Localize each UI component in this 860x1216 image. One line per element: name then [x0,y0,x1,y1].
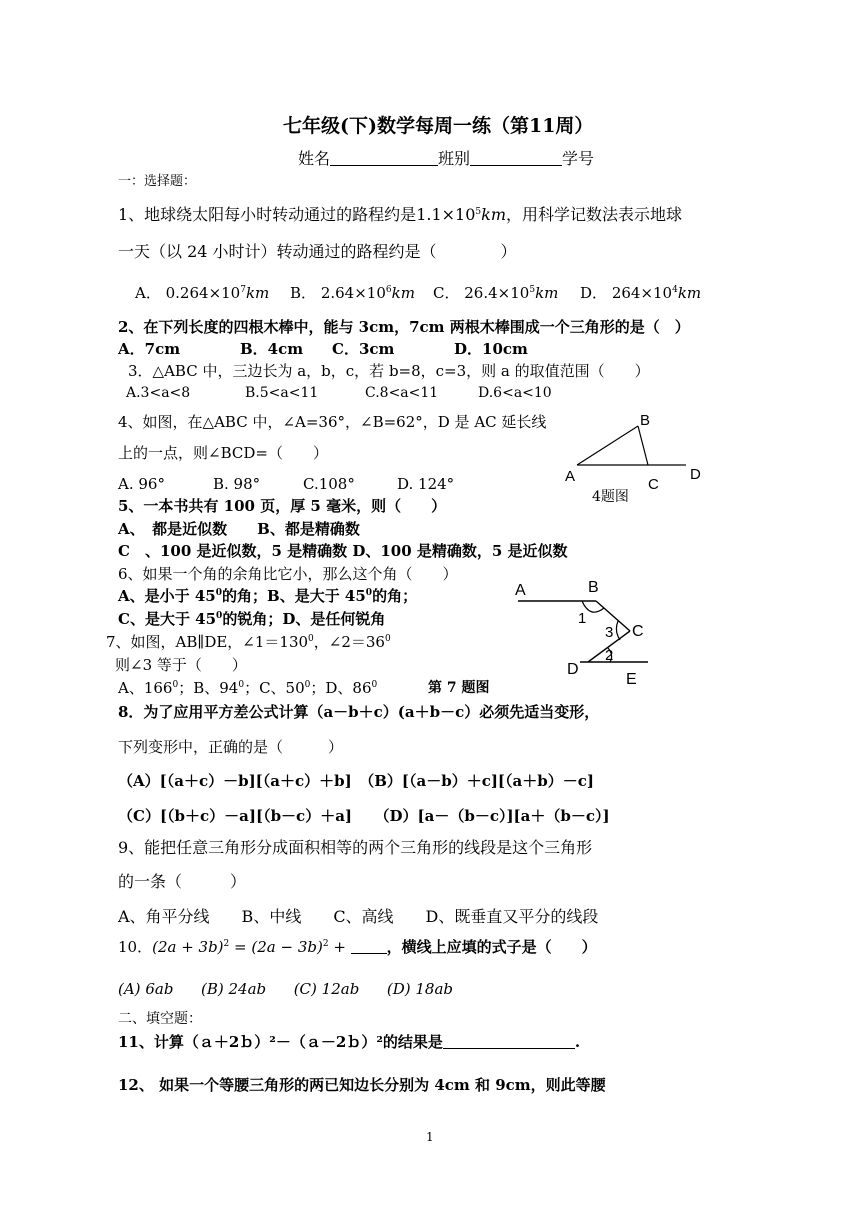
q9-line2: 的一条（ ） [118,872,247,891]
q4-line2: 上的一点，则∠BCD=（ ） [118,444,328,462]
q8-line1: 8．为了应用平方差公式计算（a－b＋c）(a＋b－c）必须先适当变形， [118,703,600,721]
page-title: 七年级(下)数学每周一练（第11周） [283,115,594,137]
section-fill-heading: 二、填空题： [118,1011,202,1027]
q7-label-b: B [588,579,599,596]
q7-options: A、$166^0$；B、$94^0$；C、$50^0$；D、$86^0$ [118,679,378,697]
q7-caption: 第 7 题图 [428,680,490,696]
q4-option-d: D. 124° [397,475,455,493]
page-number: 1 [426,1130,434,1144]
q4-label-a: A [565,468,576,485]
q2-option-c: C．3cm [332,340,395,358]
section-choice-heading: 一：选择题： [118,174,197,189]
q8-options-cd: （C）[（b＋c）－a][（b－c）＋a] （D）[a－（b－c）][a＋（b－c）] [118,807,610,825]
q4-label-d: D [690,466,701,483]
name-label: 姓名 [298,149,331,168]
q1-line2: 一天（以 24 小时计）转动通过的路程约是（ ） [118,242,517,261]
q9-line1: 9、能把任意三角形分成面积相等的两个三角形的线段是这个三角形 [118,838,593,857]
q7-line2: 则∠3 等于（ ） [115,656,247,674]
q7-label-c: C [632,623,644,640]
q1-option-a: A． $0.264\times 10^7km$ [135,284,270,302]
q7-label-d: D [567,661,579,678]
q4-label-c: C [648,476,659,493]
q9-options: A、角平分线 B、中线 C、高线 D、既垂直又平分的线段 [118,907,599,926]
q8-options-ab: （A）[（a＋c）－b][（a＋c）＋b] （B）[（a－b）＋c][（a＋b）－c] [118,772,594,790]
q4-option-a: A. 96° [118,475,165,493]
q5-options-ab: A、 都是近似数 B、都是精确数 [118,520,360,538]
q3-option-c: C.8<a<11 [365,385,439,401]
q5-options-cd: C 、100 是近似数，5 是精确数 D、100 是精确数，5 是近似数 [118,542,568,560]
q2-option-d: D．10cm [454,340,528,358]
q4-option-b: B. 98° [213,475,261,493]
q1-line1: 1、地球绕太阳每小时转动通过的路程约是$1.1\times 10^5km$，用科学记数法表示地球 [118,205,683,224]
q4-triangle-figure [560,408,710,508]
q7-angle-3: 3 [605,624,614,641]
q10-blank[interactable] [351,939,387,954]
student-info-line [298,150,594,168]
q7-line1: 7、如图，AB∥DE，$\angle 1=130^0$，$\angle 2=36^0$ [106,633,391,651]
q3-option-d: D.6<a<10 [478,385,552,401]
q6-stem: 6、如果一个角的余角比它小，那么这个角（ ） [118,565,458,583]
q4-option-c: C.108° [303,475,355,493]
q4-caption: 4题图 [592,489,629,505]
q2-stem: 2、在下列长度的四根木棒中，能与 3cm，7cm 两根木棒围成一个三角形的是（ ） [118,318,690,336]
q3-option-b: B.5<a<11 [245,385,319,401]
q8-line2: 下列变形中，正确的是（ ） [118,738,344,756]
name-blank[interactable] [330,151,438,166]
class-blank[interactable] [470,151,562,166]
q5-stem: 5、一本书共有 100 页，厚 5 毫米，则（ ） [118,497,447,515]
q11-stem: 11、计算（ａ＋2ｂ）²－（ａ－2ｂ）²的结果是 . [118,1033,581,1051]
q10-options: (A) 6ab (B) 24ab (C) 12ab (D) 18ab [118,980,454,998]
q3-option-a: A.3<a<8 [126,385,191,401]
id-label: 学号 [562,149,595,168]
q7-angle-1: 1 [578,610,587,627]
q4-line1: 4、如图，在△ABC 中，∠A=36°，∠B=62°，D 是 AC 延长线 [118,413,547,431]
q7-angle-2: 2 [605,647,614,664]
q6-options-ab: A、是小于 $45^0$的角；B、是大于 $45^0$的角； [118,587,418,605]
q12-stem: 12、 如果一个等腰三角形的两已知边长分别为 4cm 和 9cm，则此等腰 [118,1076,606,1094]
q1-option-b: B． $2.64\times 10^6km$ [290,284,415,302]
q1-option-d: D． $264\times 10^4km$ [580,284,702,302]
q3-stem: 3．△ABC 中，三边长为 a，b，c，若 b=8，c=3，则 a 的取值范围（ ） [128,362,650,380]
q7-parallel-lines-figure [510,575,660,690]
q10-stem: 10．$(2a + 3b)^2 = (2a - 3b)^2$ + ，横线上应填的式子是（ ） [118,938,597,956]
q7-label-a: A [515,582,526,599]
q4-label-b: B [640,412,651,429]
q1-expr: $1.1\times 10^5km$ [416,205,507,224]
class-label: 班别 [438,149,471,168]
q6-options-cd: C、是大于 $45^0$的锐角；D、是任何锐角 [118,610,386,628]
q1-option-c: C． $26.4\times 10^5km$ [433,284,559,302]
q7-label-e: E [626,671,637,688]
q2-option-a: A．7cm [118,340,181,358]
q2-option-b: B．4cm [240,340,304,358]
q11-blank[interactable] [443,1034,575,1049]
